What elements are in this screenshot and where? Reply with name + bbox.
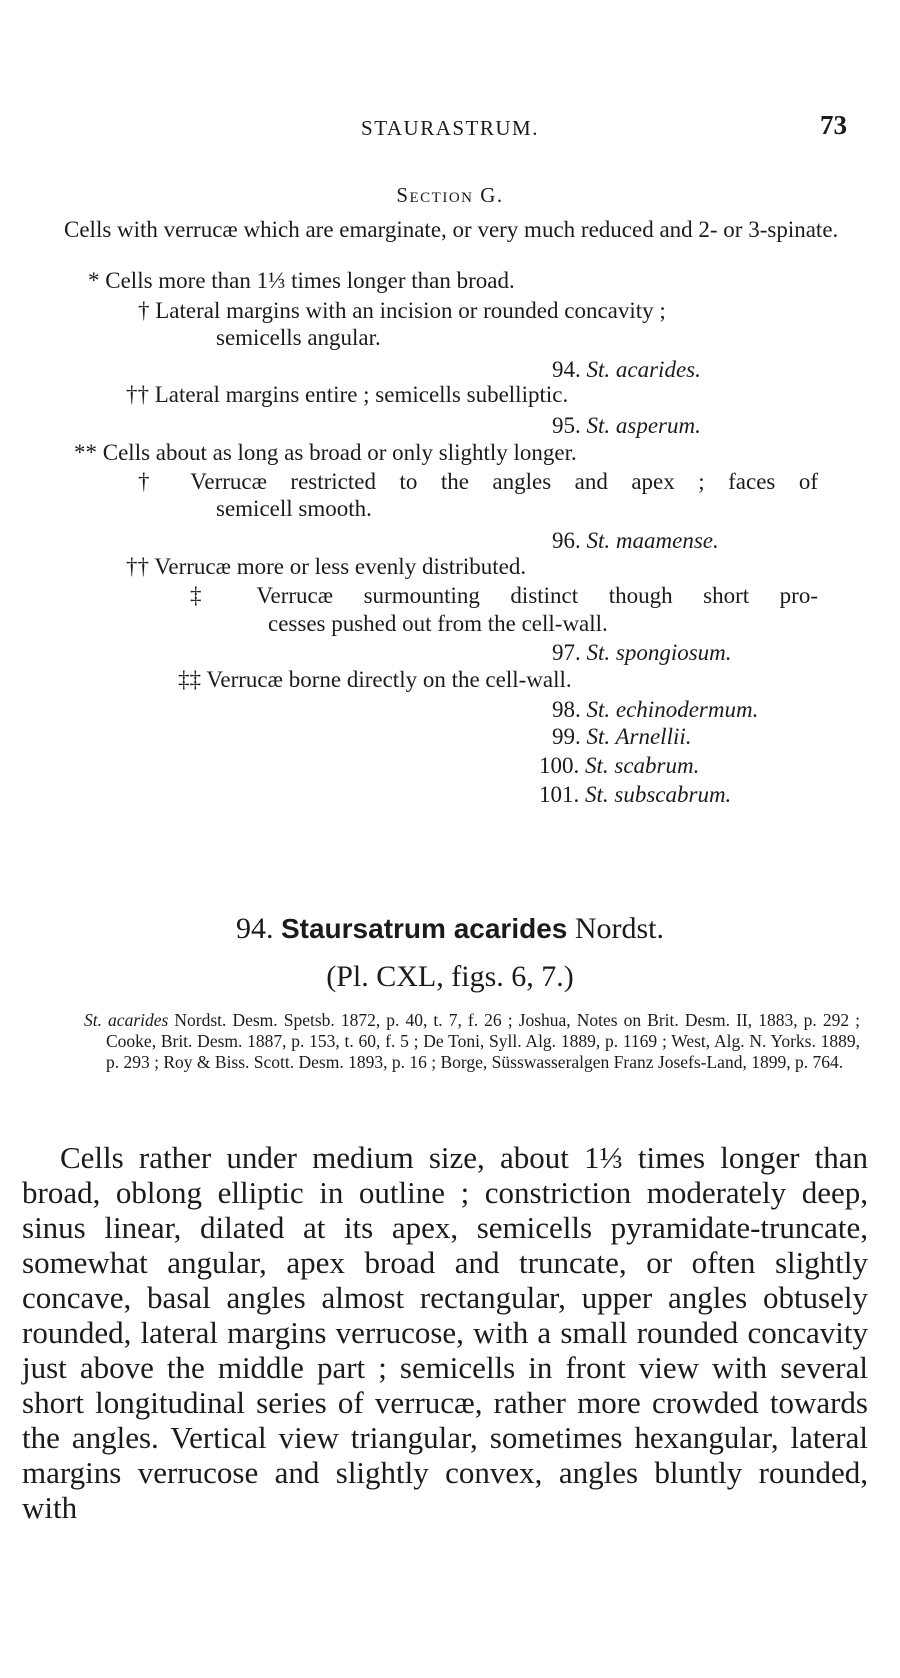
key-result [552, 723, 692, 751]
synonymy-name: St. acarides [84, 1010, 169, 1030]
key-result-species: St. subscabrum. [585, 782, 732, 807]
key-line: ** Cells about as long as broad or only slightly longer. [74, 440, 577, 465]
key-result-number: 94. [552, 357, 581, 382]
page-number: 73 [820, 110, 847, 140]
key-line: †† Verrucæ more or less evenly distributed. [126, 554, 527, 579]
key-line: ‡ Verrucæ surmounting distinct though short pro- [190, 583, 818, 608]
key-result-species: St. Arnellii. [586, 724, 692, 749]
key-result-species: St. maamense. [586, 528, 719, 553]
species-number: 94. [235, 912, 274, 945]
key-result [552, 412, 701, 440]
key-result-number: 97. [552, 640, 581, 665]
key-line: † Lateral margins with an incision or rounded concavity ; [138, 298, 666, 323]
key-line: ‡‡ Verrucæ borne directly on the cell-wall. [178, 667, 572, 692]
species-heading [0, 912, 900, 946]
key-result [539, 781, 731, 809]
species-name: Staursatrum acarides [280, 913, 568, 944]
key-result-species: St. echinodermum. [586, 697, 759, 722]
key-result-number: 95. [552, 413, 581, 438]
key-result-species: St. acarides. [586, 357, 701, 382]
running-title: STAURASTRUM. [361, 116, 539, 140]
key-line: semicells angular. [216, 325, 381, 350]
key-result [539, 752, 699, 780]
synonymy [84, 1010, 860, 1073]
key-result-species: St. spongiosum. [586, 640, 732, 665]
key-result-number: 96. [552, 528, 581, 553]
plate-reference: (Pl. CXL, figs. 6, 7.) [326, 960, 574, 993]
section-heading: Section G. [396, 183, 504, 207]
key-result-number: 101. [539, 782, 580, 807]
key-line: cesses pushed out from the cell-wall. [268, 611, 608, 636]
key-result [552, 639, 732, 667]
synonymy-text: Nordst. Desm. Spetsb. 1872, p. 40, t. 7, f. 26 ; Joshua, Notes on Brit. Desm. II, 1883, p. 292 ; Cooke, Brit. Desm. 1887, p. 153, t. 60, f. 5 ; De Toni, Syll. Alg. 1889, p. 1169 ; West, Alg. N. Yorks. 1889, p. 293 ; Roy & Biss. Scott. Desm. 1893, p. 16 ; Borge, Süsswasseralgen Franz Josefs-Land, 1899, p. 764. [106, 1010, 860, 1072]
key-result-number: 98. [552, 697, 581, 722]
section-intro: Cells with verrucæ which are emarginate, or very much reduced and 2- or 3-spinate. [64, 217, 839, 242]
key-result [552, 356, 701, 384]
key-result-species: St. scabrum. [585, 753, 700, 778]
key-line: † Verrucæ restricted to the angles and apex ; faces of [138, 469, 818, 494]
key-result-number: 100. [539, 753, 580, 778]
key-line: * Cells more than 1⅓ times longer than broad. [88, 268, 515, 293]
key-result [552, 696, 758, 724]
key-result-species: St. asperum. [586, 413, 701, 438]
species-author: Nordst. [574, 912, 665, 945]
key-result [552, 527, 719, 555]
key-result-number: 99. [552, 724, 581, 749]
key-line: †† Lateral margins entire ; semicells subelliptic. [126, 382, 569, 407]
key-line: semicell smooth. [216, 496, 372, 521]
species-description: Cells rather under medium size, about 1⅓ times longer than broad, oblong elliptic in outline ; constriction moderately deep, sinus linear, dilated at its apex, semicells pyramidate-truncate, somewhat angular, apex broad and truncate, or often slightly concave, basal angles almost rectangular, upper angles obtusely rounded, lateral margins verrucose, with a small rounded concavity just above the middle part ; semicells in front view with several short longitudinal series of verrucæ, rather more crowded towards the angles. Vertical view triangular, sometimes hexangular, lateral margins verrucose and slightly convex, angles bluntly rounded, with [22, 1140, 868, 1525]
